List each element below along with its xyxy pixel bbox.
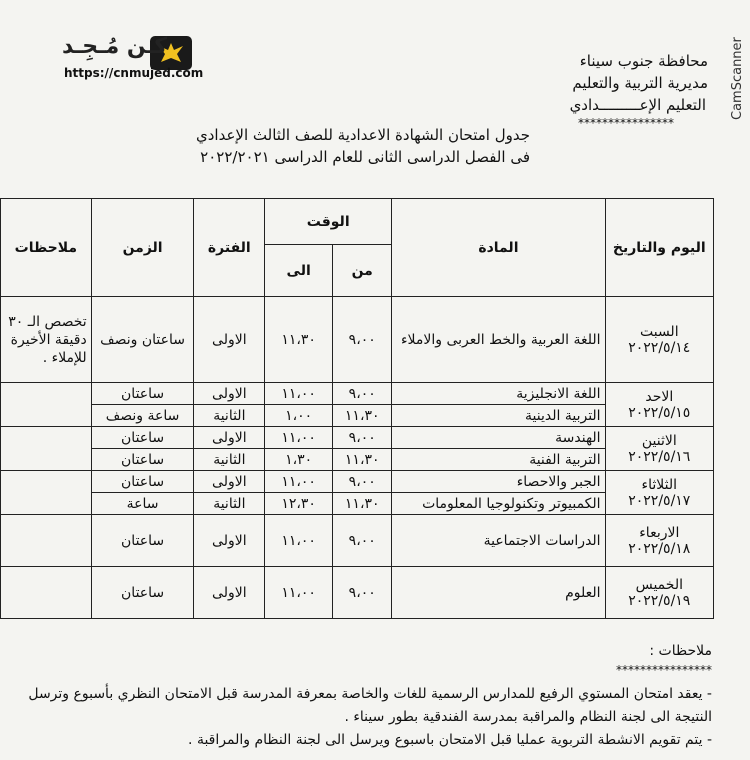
subject-cell: الكمبيوتر وتكنولوجيا المعلومات: [392, 493, 605, 515]
to-cell: ١٢،٣٠: [265, 493, 333, 515]
period-cell: الثانية: [194, 493, 265, 515]
header-duration: الزمن: [91, 199, 194, 297]
note-cell: [1, 567, 92, 619]
from-cell: ٩،٠٠: [333, 297, 392, 383]
note-cell: [1, 383, 92, 427]
to-cell: ١١،٣٠: [265, 297, 333, 383]
header-stars: ****************: [578, 116, 674, 130]
from-cell: ٩،٠٠: [333, 471, 392, 493]
day-cell: الخميس ٢٠٢٢/٥/١٩: [605, 567, 713, 619]
period-cell: الاولى: [194, 297, 265, 383]
subject-cell: اللغة الانجليزية: [392, 383, 605, 405]
logo-name: كـن مُـجِـد: [62, 34, 167, 59]
directorate: مديرية التربية والتعليم: [572, 74, 708, 92]
title-line2: فى الفصل الدراسى الثانى للعام الدراسى ٢٠٢٢/٢٠٢١: [200, 148, 530, 166]
document-header: [448, 50, 708, 130]
notes-stars: ****************: [616, 663, 712, 677]
period-cell: الاولى: [194, 471, 265, 493]
from-cell: ٩،٠٠: [333, 567, 392, 619]
header-from: من: [333, 245, 392, 297]
duration-cell: ساعتان ونصف: [91, 297, 194, 383]
note-cell: [1, 427, 92, 471]
from-cell: ٩،٠٠: [333, 383, 392, 405]
day-cell: الاثنين ٢٠٢٢/٥/١٦: [605, 427, 713, 471]
governorate: محافظة جنوب سيناء: [579, 52, 708, 70]
duration-cell: ساعتان: [91, 471, 194, 493]
to-cell: ١١،٠٠: [265, 567, 333, 619]
period-cell: الاولى: [194, 427, 265, 449]
title-line1: جدول امتحان الشهادة الاعدادية للصف الثالث الإعدادي: [196, 126, 530, 144]
table-row: [1, 297, 714, 383]
duration-cell: ساعتان: [91, 515, 194, 567]
duration-cell: ساعة: [91, 493, 194, 515]
day-cell: الثلاثاء ٢٠٢٢/٥/١٧: [605, 471, 713, 515]
period-cell: الثانية: [194, 449, 265, 471]
note-cell: [1, 515, 92, 567]
header-day: اليوم والتاريخ: [605, 199, 713, 297]
period-cell: الاولى: [194, 383, 265, 405]
to-cell: ١١،٠٠: [265, 471, 333, 493]
duration-cell: ساعتان: [91, 427, 194, 449]
camscanner-watermark: CamScanner: [730, 37, 745, 120]
notes-label: ملاحظات :: [649, 643, 712, 659]
duration-cell: ساعتان: [91, 383, 194, 405]
from-cell: ٩،٠٠: [333, 427, 392, 449]
to-cell: ١،٠٠: [265, 405, 333, 427]
from-cell: ٩،٠٠: [333, 515, 392, 567]
subject-cell: التربية الفنية: [392, 449, 605, 471]
table-row: [1, 515, 714, 567]
table-row: [1, 427, 714, 449]
from-cell: ١١،٣٠: [333, 405, 392, 427]
subject-cell: العلوم: [392, 567, 605, 619]
to-cell: ١،٣٠: [265, 449, 333, 471]
to-cell: ١١،٠٠: [265, 427, 333, 449]
department: التعليم الإعـــــــــدادي: [569, 96, 706, 114]
duration-cell: ساعتان: [91, 449, 194, 471]
table-row: [1, 383, 714, 405]
subject-cell: الهندسة: [392, 427, 605, 449]
note-item: - يعقد امتحان المستوي الرفيع للمدارس الرسمية للغات والخاصة بمعرفة المدرسة قبل الامتحان النظري بأسبوع وترسل النتيجة الى لجنة النظام والمراقبة بمدرسة الفندقية بطور سيناء .: [28, 686, 712, 725]
header-time: الوقت: [265, 199, 392, 245]
exam-schedule-table: [0, 198, 714, 619]
from-cell: ١١،٣٠: [333, 449, 392, 471]
schedule-body: [1, 297, 714, 619]
day-cell: الاربعاء ٢٠٢٢/٥/١٨: [605, 515, 713, 567]
header-period: الفترة: [194, 199, 265, 297]
day-cell: السبت ٢٠٢٢/٥/١٤: [605, 297, 713, 383]
subject-cell: الدراسات الاجتماعية: [392, 515, 605, 567]
table-row: [1, 567, 714, 619]
from-cell: ١١،٣٠: [333, 493, 392, 515]
header-to: الى: [265, 245, 333, 297]
period-cell: الاولى: [194, 515, 265, 567]
table-row: [1, 471, 714, 493]
subject-cell: الجبر والاحصاء: [392, 471, 605, 493]
subject-cell: التربية الدينية: [392, 405, 605, 427]
document-title: [170, 124, 530, 168]
to-cell: ١١،٠٠: [265, 515, 333, 567]
note-cell: [1, 471, 92, 515]
duration-cell: ساعة ونصف: [91, 405, 194, 427]
subject-cell: اللغة العربية والخط العربى والاملاء: [392, 297, 605, 383]
duration-cell: ساعتان: [91, 567, 194, 619]
to-cell: ١١،٠٠: [265, 383, 333, 405]
note-item: - يتم تقويم الانشطة التربوية عمليا قبل الامتحان باسبوع ويرسل الى لجنة النظام والمراقبة .: [188, 732, 712, 748]
note-cell: تخصص الـ ٣٠ دقيقة الأخيرة للإملاء .: [1, 297, 92, 383]
logo-url[interactable]: https://cnmujed.com: [64, 66, 204, 80]
header-subject: المادة: [392, 199, 605, 297]
period-cell: الاولى: [194, 567, 265, 619]
day-cell: الاحد ٢٠٢٢/٥/١٥: [605, 383, 713, 427]
period-cell: الثانية: [194, 405, 265, 427]
header-notes: ملاحظات: [1, 199, 92, 297]
notes-section: [12, 640, 712, 752]
